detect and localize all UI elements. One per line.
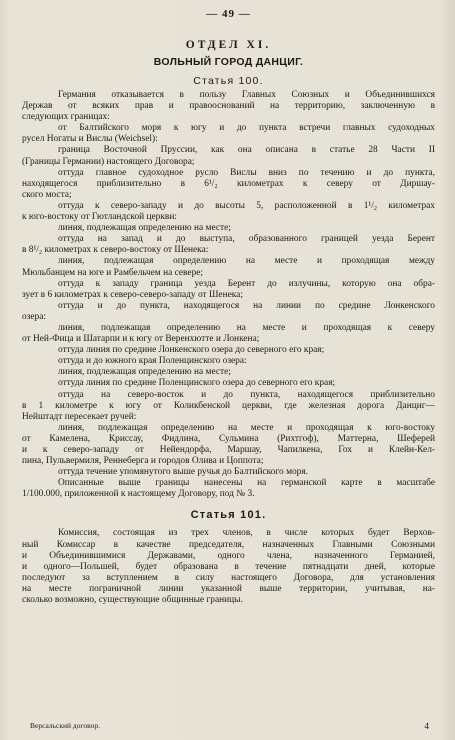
text-line: оттуда линия по средине Поленцинского озера до северного его края; bbox=[58, 378, 336, 389]
section-title: ОТДЕЛ XI. bbox=[185, 39, 272, 51]
text-line: оттуда на запад и до выступа, образованного границей уезда Берент bbox=[58, 234, 435, 245]
text-line: оттуда к западу граница уезда Берент до излучины, которую она обра- bbox=[58, 278, 435, 289]
text-line: (Границы Германии) настоящего Договора; bbox=[22, 156, 195, 167]
text-line: от Балтийского моря к югу и до пункта встречи главных судоходных bbox=[58, 123, 435, 134]
text-line: сколько возможно, существующие общинные границы. bbox=[22, 595, 243, 606]
article-101-body bbox=[22, 528, 435, 606]
section-subtitle: ВОЛЬНЫЙ ГОРОД ДАНЦИГ. bbox=[153, 56, 304, 68]
text-line: озера: bbox=[22, 311, 47, 322]
text-line: в 8¹/₂ километрах к северо-востоку от Шенека: bbox=[22, 245, 209, 256]
text-line: оттуда линия по средине Лонкенского озера до северного его края; bbox=[58, 345, 325, 356]
text-line: и к северо-западу от Нейендорфа, Маршау, Чапилкена, Гох и Клейн-Кел- bbox=[22, 445, 435, 455]
text-line: оттуда к северо-западу и до высоты 5, расположенной в 1¹/₂ километрах bbox=[58, 200, 435, 211]
text-line: оттуда главное судоходное русло Вислы вниз по течению и до пункта, bbox=[58, 167, 435, 178]
page-number: — 49 — bbox=[206, 8, 251, 20]
text-line: последуют за вступлением в силу настоящего Договора, для установления bbox=[22, 572, 435, 583]
article-100-heading: Статья 100. bbox=[193, 75, 264, 87]
text-line: в 1 километре к югу от Коликбенской церкви, где железная дорога Данциг— bbox=[22, 400, 435, 411]
text-line: русел Ногаты и Вислы (Weichsel): bbox=[22, 134, 158, 145]
footer-source-title: Версальский договор. bbox=[30, 721, 101, 730]
text-line: Описанные выше границы нанесены на германской карте в масштабе bbox=[58, 478, 435, 489]
text-line: от Камелена, Криссау, Фидлина, Сульмина (Рихтгоф), Маттерна, Шеферей bbox=[22, 433, 435, 444]
text-line: 1/100.000, приложенной к настоящему Договору, под № 3. bbox=[22, 489, 255, 500]
text-line: ный Комиссар в качестве председателя, назначенных Главными Союзными bbox=[22, 539, 435, 550]
text-line: оттуда и до пункта, находящегося на линии по средине Лонкенского bbox=[58, 300, 435, 311]
page-footer bbox=[30, 721, 429, 731]
footer-signature-mark: 4 bbox=[424, 721, 429, 731]
text-line: Германия отказывается в пользу Главных Союзных и Объединившихся bbox=[58, 90, 435, 100]
text-line: Комиссия, состоящая из трех членов, в числе которых будет Верхов- bbox=[58, 528, 435, 539]
text-line: оттуда течение упомянутого выше ручья до Балтийского моря. bbox=[58, 467, 309, 478]
spacer bbox=[22, 500, 435, 508]
text-line: Держав от всяких прав и правооснований на территорию, заключенную в bbox=[22, 101, 435, 112]
text-line: линия, подлежащая определению на месте и проходящая к юго-востоку bbox=[58, 422, 435, 433]
text-line: зует в 6 километрах к северо-северо-западу от Шенека; bbox=[22, 289, 243, 300]
text-line: находящегося приблизительно в 6¹/₂ километрах к северу от Диршау- bbox=[22, 178, 435, 189]
text-line: оттуда и до южного края Поленцинского озера: bbox=[58, 356, 247, 367]
text-line: линия, подлежащая определению на месте; bbox=[58, 223, 231, 234]
text-line: следующих границах: bbox=[22, 112, 110, 123]
text-line: линия, подлежащая определению на месте; bbox=[58, 367, 231, 378]
text-line: Мюльбанцем на юге и Рамбельчем на севере; bbox=[22, 267, 204, 278]
text-line: Нейштадт пересекает ручей: bbox=[22, 411, 137, 422]
text-line: и одного—Польшей, будет образована в течение пятнадцати дней, которые bbox=[22, 561, 435, 572]
text-line: и Объединившимися Державами, одного члена, назначенного Германией, bbox=[22, 550, 435, 561]
text-line: линия, подлежащая определению на месте и проходящая между bbox=[58, 256, 435, 267]
article-101-heading: Статья 101. bbox=[190, 509, 267, 522]
text-line: линия, подлежащая определению на месте и проходящая к северу bbox=[58, 322, 435, 333]
text-line: граница Восточной Пруссии, как она описана в статье 28 Части II bbox=[58, 145, 435, 156]
text-line: от Ней-Фица и Шатарпи и к югу от Веренхютте и Лонкена; bbox=[22, 334, 260, 345]
text-line: пина, Пульвермиля, Реннеберга и городов Олива и Цоппота; bbox=[22, 456, 264, 467]
text-line: оттуда на северо-восток и до пункта, находящегося приблизительно bbox=[58, 389, 435, 400]
text-line: к юго-востоку от Гютландской церкви: bbox=[22, 212, 177, 223]
text-line: на месте пограничной линии указанной выше территории, учитывая, на- bbox=[22, 583, 435, 594]
article-100-body bbox=[22, 90, 435, 500]
text-line: ского моста; bbox=[22, 189, 72, 200]
